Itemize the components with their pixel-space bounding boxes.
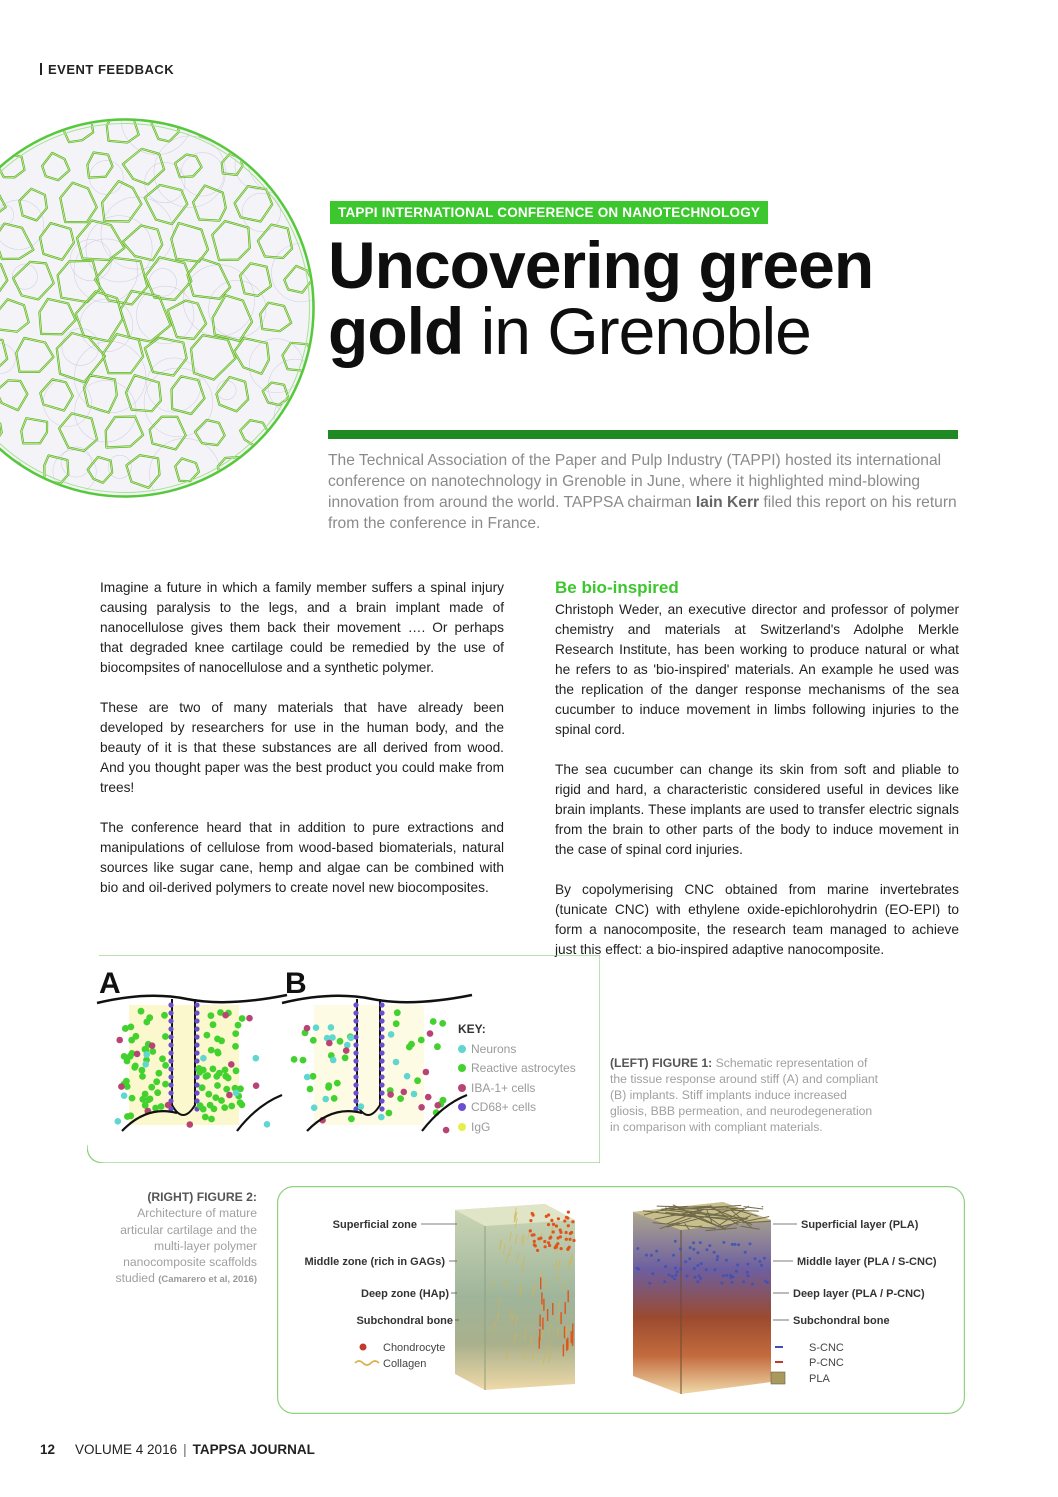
label-deep-layer: Deep layer (PLA / P-CNC) [793,1288,925,1300]
label-subchondral-bone-left: Subchondral bone [356,1315,453,1327]
figure2-caption [95,1189,257,1289]
headline-line1: Uncovering green [328,228,874,302]
legend-pla: PLA [809,1373,830,1385]
label-subchondral-bone-right: Subchondral bone [793,1315,890,1327]
pla-icon [771,1372,785,1384]
collagen-icon [355,1361,379,1365]
panel-b-schematic [282,995,472,1133]
key-label: Neurons [471,1041,517,1056]
left-column [100,578,504,918]
legend-s-cnc: S-CNC [809,1342,844,1354]
volume-label: VOLUME 4 2016 [75,1442,178,1457]
key-item [458,1098,576,1118]
standfirst-author: Iain Kerr [695,494,760,511]
key-item [458,1059,576,1079]
igg-dot [458,1123,466,1131]
figure2-reference: (Camarero et al, 2016) [158,1274,257,1286]
figure1-key [458,1020,576,1137]
label-middle-layer: Middle layer (PLA / S-CNC) [797,1256,937,1268]
panel-a-schematic [97,995,287,1131]
page-number: 12 [40,1442,56,1457]
paragraph: By copolymerising CNC obtained from marine invertebrates (tunicate CNC) with ethylene oxide-epichlorohydrin (EO-EPI) to form a nanocomposite, the research team managed to achieve just this effect: a bio-inspired adaptive nanocomposite. [555,882,959,957]
headline-normal-words: in Grenoble [463,294,811,368]
standfirst [328,450,968,534]
section-label: EVENT FEEDBACK [48,62,175,77]
figure1-caption [610,1055,880,1135]
headline-bold-word: gold [328,294,464,368]
legend-chondrocyte: Chondrocyte [383,1342,446,1354]
paragraph: Imagine a future in which a family member suffers a spinal injury causing paralysis to the legs, and a brain implant made of nanocellulose gives them back their movement …. Or perhaps that degraded knee cartilage could be remedied by the use of biocompsites of nanocellulose and a synthetic polymer. [100,580,504,675]
figure1-caption-text: Schematic representation of the tissue response around stiff (A) and compliant (B) implants. Stiff implants induce increased gliosis, BBB permeation, and neurodegeneration in comparison with compliant materials. [610,1056,879,1134]
cd68-dot [458,1103,466,1111]
legend-collagen: Collagen [383,1358,427,1370]
panel-b-label: B [285,967,307,1000]
standfirst-tail: filed this report on his return from the conference in France. [328,494,957,532]
astrocyte-dot [458,1064,466,1072]
figure2-caption-text: Architecture of mature articular cartilage and the multi-layer polymer nanocomposite scaffolds studied [115,1206,257,1286]
cartilage-cube [455,1204,575,1390]
key-item [458,1118,576,1138]
key-label: CD68+ cells [471,1100,537,1114]
legend-p-cnc: P-CNC [809,1357,844,1369]
standfirst-text: The Technical Association of the Paper and Pulp Industry (TAPPI) hosted its international conference on nanotechnology in Grenoble in June, where it highlighted mind-blowing innovation from around the world. TAPPSA chairman [328,452,942,511]
label-superficial-layer: Superficial layer (PLA) [801,1219,919,1231]
subheading: Be bio-inspired [555,578,679,597]
figure2-caption-label: (RIGHT) FIGURE 2: [147,1190,257,1204]
footer-separator: | [183,1442,187,1457]
key-label: IBA-1+ cells [471,1080,536,1095]
paragraph: The sea cucumber can change its skin from soft and pliable to rigid and hard, a characteristic considered useful in devices like brain implants. These implants are used to transfer electric signals from the brain to other parts of the body to induce movement in the case of spinal cord injuries. [555,762,959,857]
kicker-banner: TAPPI INTERNATIONAL CONFERENCE ON NANOTECHNOLOGY [330,201,768,224]
key-item [458,1040,576,1060]
label-superficial-zone: Superficial zone [332,1219,417,1231]
label-deep-zone: Deep zone (HAp) [361,1288,449,1300]
green-divider [328,430,958,439]
figure1-caption-label: (LEFT) FIGURE 1: [610,1056,713,1070]
key-label: IgG [471,1119,491,1134]
scaffold-cube [633,1202,771,1394]
section-tag [40,62,174,77]
paragraph: The conference heard that in addition to pure extractions and manipulations of cellulose from wood-based biomaterials, natural sources like sugar cane, hemp and algae can be combined with bio and oil-derived polymers to create novel new biocomposites. [100,820,504,895]
chondrocyte-icon [360,1344,367,1351]
key-title: KEY: [458,1022,486,1036]
key-item [458,1079,576,1099]
label-middle-zone: Middle zone (rich in GAGs) [304,1256,445,1268]
key-label: Reactive astrocytes [471,1061,576,1075]
panel-a-label: A [99,967,121,1000]
page-footer [40,1442,315,1457]
iba1-dot [458,1084,466,1092]
hero-foam-illustration [0,118,320,508]
figure2-diagram [277,1186,965,1414]
section-bar [40,63,42,75]
right-column [555,578,959,980]
neuron-dot [458,1045,466,1053]
journal-name: TAPPSA JOURNAL [192,1442,315,1457]
headline [328,228,1028,368]
paragraph: Christoph Weder, an executive director and professor of polymer chemistry and materials at Switzerland's Adolphe Merkle Research Institute, has been working to produce natural or what he refers to as 'bio-inspired' materials. An example he used was the replication of the danger response mechanisms of the sea cucumber to induce movement in limbs following injuries to the spinal cord. [555,602,959,737]
paragraph: These are two of many materials that have already been developed by researchers for use in the human body, and the beauty of it is that these substances are all derived from wood. And you thought paper was the best product you could make from trees! [100,700,504,795]
